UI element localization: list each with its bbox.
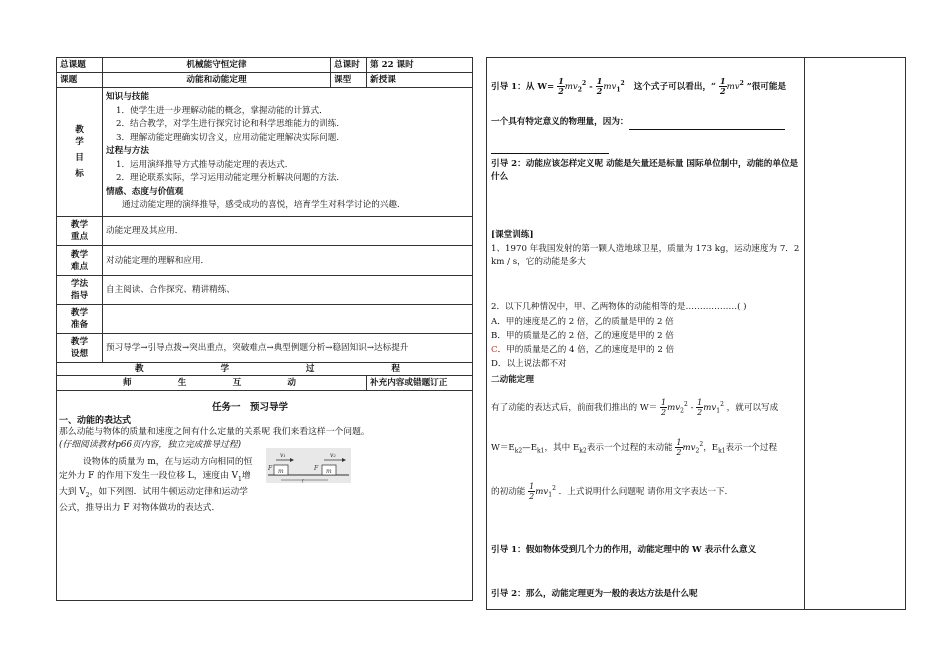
objective-item: 2．结合教学，对学生进行探究讨论和科学思维能力的训练．	[116, 119, 345, 130]
option-d: D．以上说法都不对	[491, 359, 567, 369]
option-b: B．甲的质量是乙的 2 倍，乙的速度是甲的 2 倍	[491, 331, 674, 341]
label-line: 设想	[70, 349, 89, 359]
text: 大到 V	[59, 486, 86, 497]
label-line: 准备	[70, 320, 89, 330]
text: 表示一个过程	[725, 443, 778, 453]
den: 2	[558, 86, 564, 96]
section-2-para-1: 有了动能的表达式后，前面我们推出的 W＝ $\frac{1}{2}$ $mv_2^2$ - $\frac{1}{2}$ $mv_1^2$ ，就可以写成	[491, 398, 779, 417]
method-label	[57, 276, 103, 305]
answer-blank[interactable]	[629, 116, 785, 130]
lesson-type-label: 课型	[331, 73, 367, 88]
design-value: 预习导学→引导点拨→突出重点，突破难点→典型例题分析→稳固知识→达标提升	[103, 334, 473, 363]
lesson-type-value: 新授课	[367, 73, 473, 88]
interaction-header	[57, 376, 367, 391]
mass-label-right: m	[326, 468, 332, 475]
objective-item: 1．运用演绎推导方式推导动能定理的表达式．	[116, 159, 294, 170]
half-fraction	[557, 77, 565, 96]
den: 2	[719, 86, 726, 96]
num: 1	[558, 76, 564, 86]
paragraph-line: 定外力 F 的作用下发生一段位移 L，速度由 $V_1$增	[59, 470, 251, 483]
header-char: 学	[220, 364, 230, 374]
header-char: 师	[123, 378, 132, 388]
question-2: 2．以下几种情况中，甲、乙两物体的动能相等的是………………( )	[491, 302, 747, 312]
objective-heading: 情感、态度与价值观	[106, 186, 184, 197]
header-char: 过	[305, 364, 315, 374]
prep-label	[57, 305, 103, 334]
num: 1	[676, 438, 682, 447]
objective-item: 2．理论联系实际，学习运用动能定理分析解决问题的方法．	[116, 173, 345, 184]
den: 2	[596, 86, 603, 96]
den: 2	[529, 492, 535, 501]
objectives-label	[57, 88, 103, 217]
practice-title: [课堂训练]	[491, 230, 534, 240]
num: 1	[697, 398, 703, 407]
label-line: 教学	[70, 249, 89, 260]
text: ，就可以写成	[726, 403, 779, 413]
header-char: 动	[287, 378, 296, 388]
num: 1	[596, 76, 603, 86]
half-fraction	[719, 77, 727, 96]
num: 1	[529, 482, 535, 491]
difficulty-value: 对动能定理的理解和应用．	[103, 246, 473, 276]
method-value: 自主阅读、合作探究、精讲精练、	[103, 276, 473, 305]
num: 1	[661, 398, 667, 407]
notes-body	[367, 391, 473, 601]
den: 2	[661, 408, 667, 417]
text: ．上式说明什么问题呢 请你用文字表达一下．	[558, 487, 734, 497]
num: 1	[719, 76, 726, 86]
length-label: l	[302, 478, 304, 483]
objective-item: 通过动能定理的演绎推导，感受成功的喜悦，培育学生对科学讨论的兴趣．	[122, 200, 406, 211]
total-topic-label: 总课题	[57, 58, 103, 73]
mass-label-left: m	[278, 468, 284, 475]
label-line: 学法	[70, 279, 89, 289]
total-hours-label: 总课时	[331, 58, 367, 73]
header-char: 互	[232, 378, 242, 388]
guide-4: 引导 2：那么，动能定理更为一般的表达方法是什么呢	[491, 589, 698, 599]
guide-3: 引导 1：假如物体受到几个力的作用，动能定理中的 W 表示什么意义	[491, 545, 757, 555]
difficulty-label	[57, 246, 103, 276]
force-diagram-figure	[266, 448, 351, 483]
answer-blank-2[interactable]	[491, 140, 609, 154]
process-header	[57, 363, 473, 376]
text: 有了动能的表达式后，前面我们推出的 W＝	[491, 403, 658, 413]
option-a: A．甲的速度是乙的 2 倍，乙的质量是甲的 2 倍	[491, 317, 674, 327]
guide-1-line2	[491, 116, 785, 130]
label-char: 教	[75, 125, 84, 135]
header-char: 程	[391, 364, 400, 374]
option-c: C．甲的质量是乙的 4 倍，乙的速度是甲的 2 倍	[491, 345, 675, 355]
notes-header: 补充内容或错题订正	[367, 376, 473, 391]
label-char: 学	[75, 137, 84, 147]
objective-heading: 知识与技能	[106, 92, 149, 103]
objective-item: 3．理解动能定理确实切含义，应用动能定理解决实际问题．	[116, 132, 345, 143]
focus-value: 动能定理及其应用．	[103, 217, 473, 246]
header-char: 教	[135, 364, 144, 374]
label-line: 教学	[70, 220, 89, 230]
v1-label: v₁	[280, 452, 286, 459]
header-char: 生	[177, 378, 187, 388]
text: 定外力 F 的作用下发生一段位移 L，速度由 V	[59, 470, 239, 481]
text: ，E	[703, 443, 719, 453]
guide-1: 引导 1：从 W= $\frac{1}{2}$ $mv_2^2$ - $\frac{1}{2}$ $mv_1^2$ 这个式子可以看出，“ $\frac{1}{2}$ $mv^2$ ”很可能是	[491, 76, 787, 96]
paragraph-text: 那么动能与物体的质量和速度之间有什么定量的关系呢 我们来看这样一个问题。	[59, 427, 370, 437]
v2-label: v₂	[330, 452, 336, 459]
paragraph-note: (仔细阅读教材p66页内容，独立完成推导过程)	[59, 440, 242, 450]
prep-value	[103, 305, 473, 334]
total-hours-value: 第 22 课时	[367, 58, 473, 73]
text: 这个式子可以看出，“	[633, 82, 716, 92]
paragraph-line: 设物体的质量为 m，在与运动方向相同的恒	[83, 457, 253, 467]
half-fraction	[675, 438, 682, 457]
option-c-text: ．甲的质量是乙的 4 倍，乙的速度是甲的 2 倍	[497, 345, 675, 355]
label-char: 目	[75, 153, 84, 163]
guide-2: 引导 2：动能应该怎样定义呢 动能是矢量还是标量 国际单位制中，动能的单位是什么	[491, 159, 799, 182]
guide-panel-divider	[804, 57, 805, 609]
text: ，其中 E	[544, 443, 580, 453]
focus-label	[57, 217, 103, 246]
task-title: 任务一 预习导学	[212, 402, 289, 413]
paragraph-line: 大到 $V_2$，如下列图．试用牛顿运动定律和运动学	[59, 486, 248, 499]
text: ”很可能是	[746, 82, 787, 92]
label-line: 教学	[70, 337, 89, 347]
label-line: 难点	[70, 261, 89, 272]
den: 2	[697, 408, 703, 417]
text: ，如下列图．试用牛顿运动定律和运动学	[89, 486, 248, 497]
objectives-content	[103, 88, 473, 217]
lesson-plan-table	[56, 57, 473, 601]
force-label-right: F	[314, 465, 319, 472]
question-1: 1、1970 年我国发射的第一颗人造地球卫星，质量为 173 kg，运动速度为 7．2 km / s，它的动能是多大	[491, 244, 800, 267]
topic-value: 动能和动能定理	[103, 73, 331, 88]
text: W＝E	[491, 443, 515, 453]
label-line: 指导	[70, 291, 89, 301]
design-label	[57, 334, 103, 363]
objective-heading: 过程与方法	[106, 146, 149, 157]
section-2-para-2: $W=E_{k2}—E_{k1}$，其中 $E_{k2}$表示一个过程的末动能 $\frac{1}{2}$ $mv_2^2$，$E_{k1}$表示一个过程	[491, 438, 778, 457]
label-char: 标	[75, 169, 84, 179]
section-title: 一、动能的表达式	[59, 416, 132, 426]
text: 引导 1：从 W=	[491, 82, 555, 92]
text: 一个具有特定意义的物理量，因为：	[491, 117, 629, 127]
text: 的初动能	[491, 487, 526, 497]
problem-paragraph	[59, 456, 271, 516]
label-line: 重点	[70, 232, 89, 242]
topic-label: 课题	[57, 73, 103, 88]
den: 2	[676, 448, 682, 457]
text: 表示一个过程的末动能	[586, 443, 673, 453]
section-2-para-3: 的初动能 $\frac{1}{2}$ $mv_1^2$ ．上式说明什么问题呢 请你用文字表达一下．	[491, 482, 734, 501]
total-topic-value: 机械能守恒定律	[103, 58, 331, 73]
section-2-title: 二动能定理	[491, 375, 534, 385]
force-label-left: F	[268, 465, 273, 472]
label-line: 教学	[70, 308, 89, 318]
objective-item: 1．使学生进一步理解动能的概念，掌握动能的计算式．	[116, 105, 328, 116]
paragraph-line: 公式，推导出力 F 对物体做功的表达式．	[59, 503, 221, 513]
